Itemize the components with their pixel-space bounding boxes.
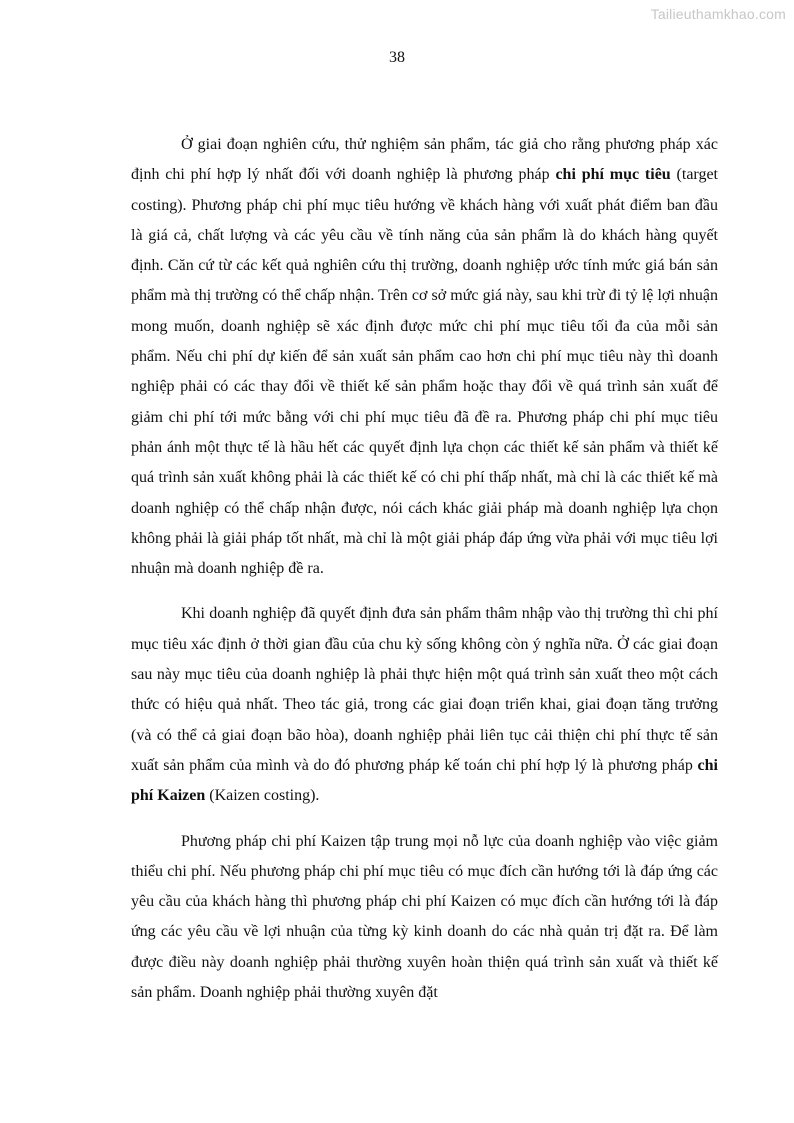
term-kaizen-costing: chi phí Kaizen bbox=[131, 756, 718, 805]
term-target-costing: chi phí mục tiêu bbox=[555, 166, 671, 184]
document-body bbox=[131, 130, 718, 1023]
paragraph-kaizen-intro bbox=[131, 599, 718, 811]
page-number: 38 bbox=[389, 49, 405, 66]
paragraph-text: Ở giai đoạn nghiên cứu, thử nghiệm sản phẩm, tác giả cho rằng phương pháp xác định chi phí hợp lý nhất đối với doanh nghiệp là phương pháp bbox=[131, 136, 718, 184]
watermark: Tailieuthamkhao.com bbox=[650, 6, 786, 22]
paragraph-kaizen-method bbox=[131, 827, 718, 1009]
paragraph-text: Khi doanh nghiệp đã quyết định đưa sản phẩm thâm nhập vào thị trường thì chi phí mục tiêu xác định ở thời gian đầu của chu kỳ sống không còn ý nghĩa nữa. Ở các giai đoạn sau này mục tiêu của doanh nghiệp là phải thực hiện một quá trình sản xuất theo một cách thức có hiệu quả nhất. Theo tác giả, trong các giai đoạn triển khai, giai đoạn tăng trưởng (và có thể cả giai đoạn bão hòa), doanh nghiệp phải liên tục cải thiện chi phí thực tế sản xuất sản phẩm của mình và do đó phương pháp kế toán chi phí hợp lý là phương pháp bbox=[131, 605, 718, 774]
paragraph-text: Phương pháp chi phí Kaizen tập trung mọi nỗ lực của doanh nghiệp vào việc giảm thiểu chi phí. Nếu phương pháp chi phí mục tiêu có mục đích cần hướng tới là đáp ứng các yêu cầu của khách hàng thì phương pháp chi phí Kaizen có mục đích cần hướng tới là đáp ứng các yêu cầu về lợi nhuận của từng kỳ kinh doanh do các nhà quản trị đặt ra. Để làm được điều này doanh nghiệp phải thường xuyên hoàn thiện quá trình sản xuất và thiết kế sản phẩm. Doanh nghiệp phải thường xuyên đặt bbox=[131, 832, 718, 1002]
paragraph-target-costing bbox=[131, 130, 718, 584]
paragraph-text: (target costing). Phương pháp chi phí mục tiêu hướng về khách hàng với xuất phát điểm ban đầu là giá cả, chất lượng và các yêu cầu về tính năng của sản phẩm là do khách hàng quyết định. Căn cứ từ các kết quả nghiên cứu thị trường, doanh nghiệp ước tính mức giá bán sản phẩm mà thị trường có thể chấp nhận. Trên cơ sở mức giá này, sau khi trừ đi tỷ lệ lợi nhuận mong muốn, doanh nghiệp sẽ xác định được mức chi phí mục tiêu tối đa của mỗi sản phẩm. Nếu chi phí dự kiến để sản xuất sản phẩm cao hơn chi phí mục tiêu này thì doanh nghiệp phải có các thay đổi về thiết kế sản phẩm hoặc thay đổi về quá trình sản xuất để giảm chi phí tới mức bằng với chi phí mục tiêu đã đề ra. Phương pháp chi phí mục tiêu phản ánh một thực tế là hầu hết các quyết định lựa chọn các thiết kế sản phẩm và thiết kế quá trình sản xuất không phải là các thiết kế có chi phí thấp nhất, mà chỉ là các thiết kế mà doanh nghiệp có thể chấp nhận được, nói cách khác giải pháp mà doanh nghiệp lựa chọn không phải là giải pháp tốt nhất, mà chỉ là một giải pháp đáp ứng vừa phải với mục tiêu lợi nhuận mà doanh nghiệp đề ra. bbox=[131, 166, 719, 578]
paragraph-text: (Kaizen costing). bbox=[205, 787, 320, 805]
